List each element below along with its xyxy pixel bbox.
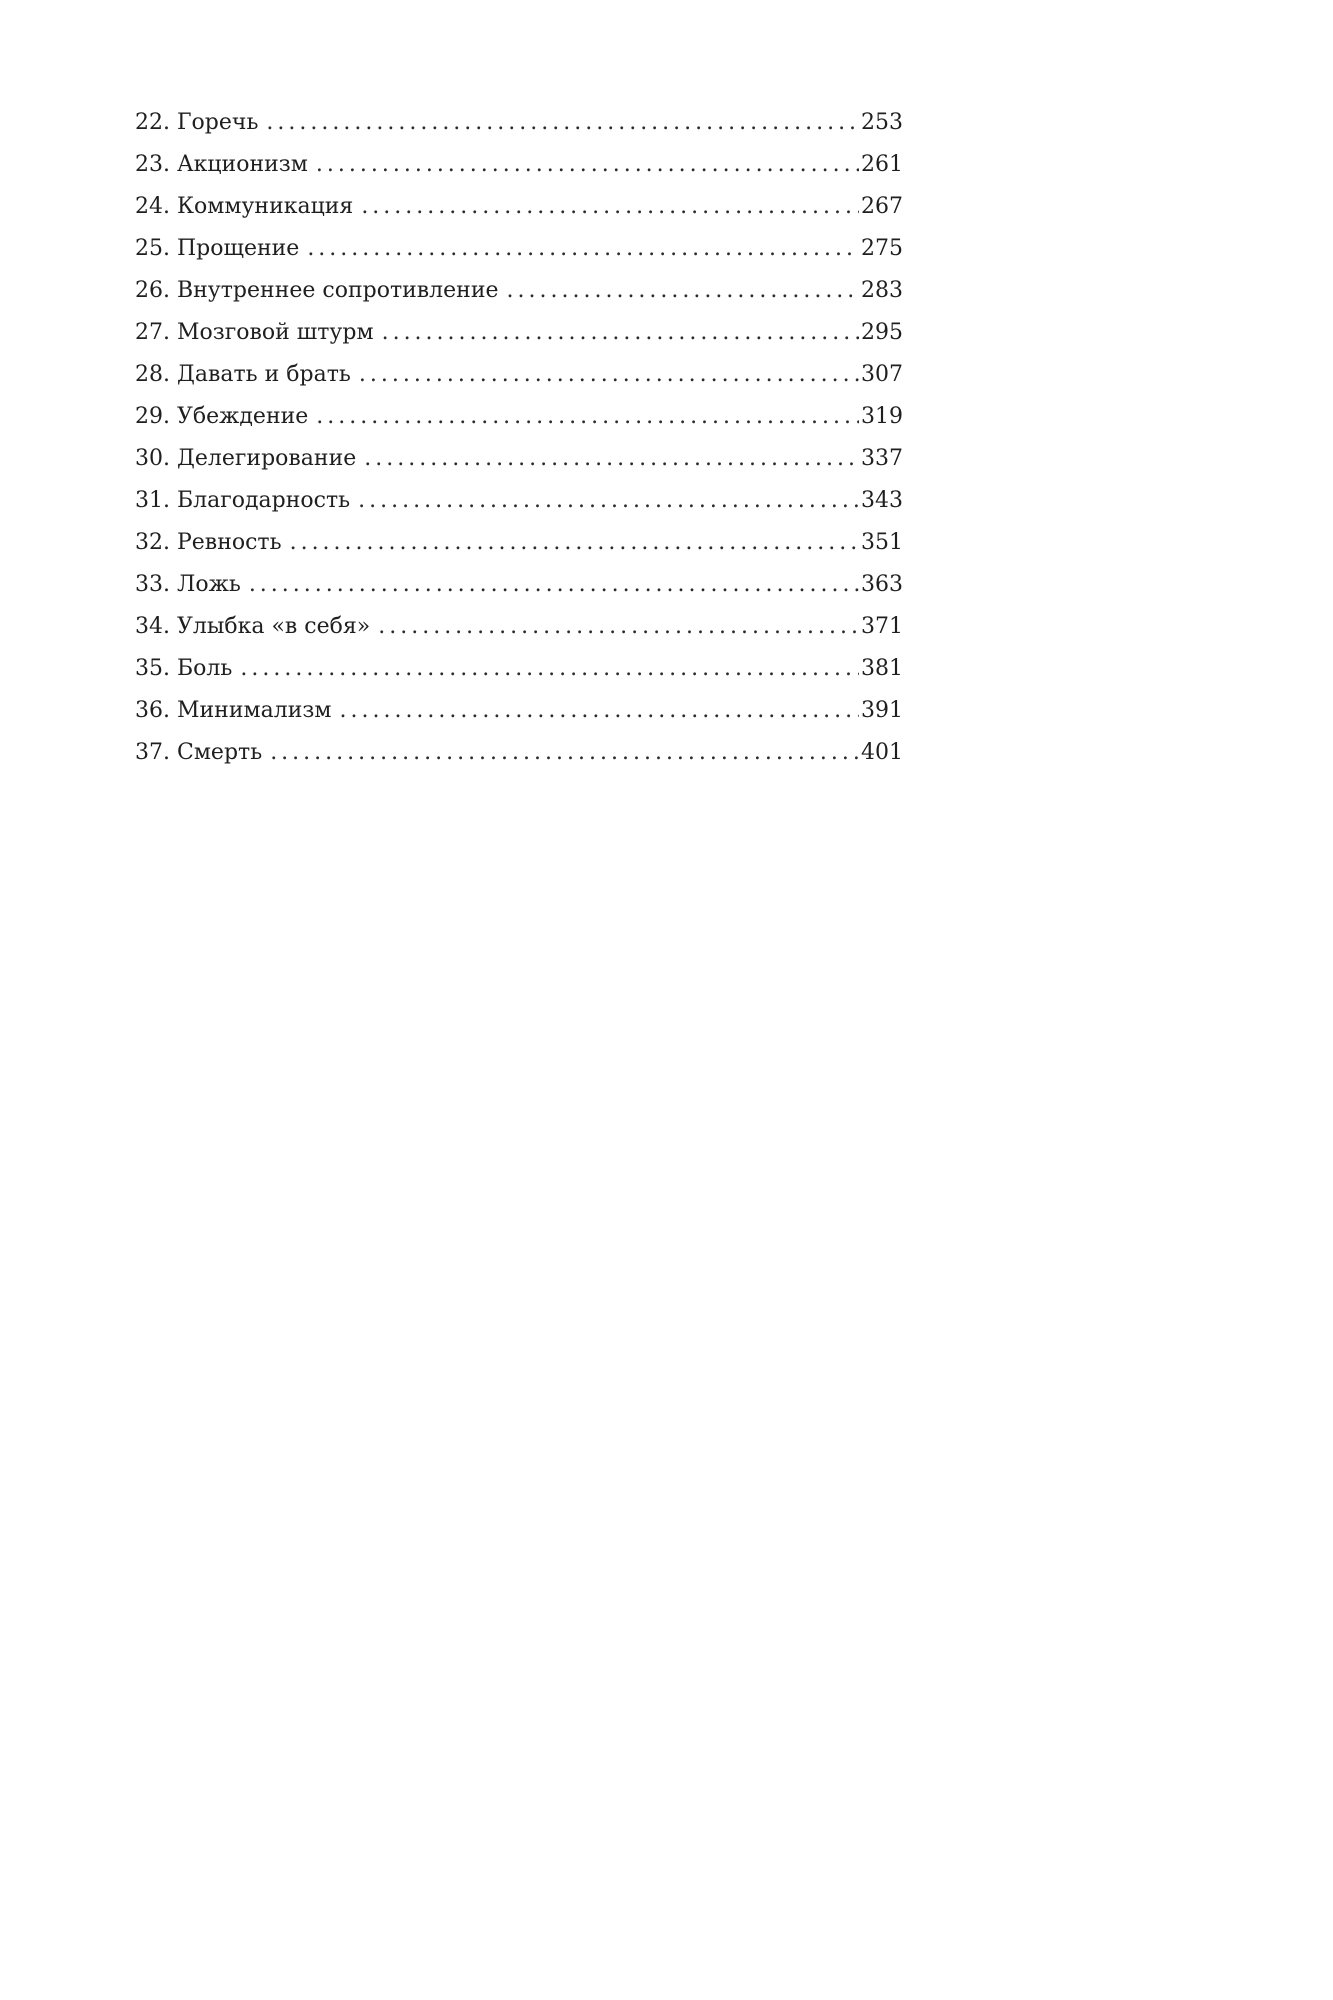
toc-dot-leader — [266, 110, 859, 135]
toc-entry-page: 295 — [861, 320, 903, 345]
toc-entry-page: 337 — [861, 446, 903, 471]
toc-entry — [135, 572, 903, 614]
toc-dot-leader — [290, 530, 859, 555]
toc-dot-leader — [364, 446, 859, 471]
toc-dot-leader — [378, 614, 859, 639]
toc-entry-page: 261 — [861, 152, 903, 177]
toc-entry-page: 343 — [861, 488, 903, 513]
toc-entry — [135, 614, 903, 656]
toc-entry-page: 391 — [861, 698, 903, 723]
toc-entry-page: 401 — [861, 740, 903, 765]
toc-entry — [135, 110, 903, 152]
table-of-contents — [135, 110, 903, 782]
toc-entry — [135, 488, 903, 530]
toc-dot-leader — [507, 278, 859, 303]
toc-entry — [135, 530, 903, 572]
toc-dot-leader — [361, 194, 859, 219]
toc-entry-title: 30. Делегирование — [135, 446, 357, 471]
toc-dot-leader — [240, 656, 859, 681]
toc-entry-page: 267 — [861, 194, 903, 219]
toc-entry-page: 283 — [861, 278, 903, 303]
toc-entry-page: 363 — [861, 572, 903, 597]
toc-entry — [135, 698, 903, 740]
toc-entry-page: 307 — [861, 362, 903, 387]
toc-dot-leader — [270, 740, 859, 765]
toc-entry-page: 381 — [861, 656, 903, 681]
toc-entry — [135, 278, 903, 320]
toc-entry-title: 34. Улыбка «в себя» — [135, 614, 371, 639]
toc-entry-title: 24. Коммуникация — [135, 194, 354, 219]
toc-entry — [135, 404, 903, 446]
toc-dot-leader — [339, 698, 859, 723]
toc-entry-title: 25. Прощение — [135, 236, 300, 261]
toc-dot-leader — [359, 362, 859, 387]
toc-entry-title: 26. Внутреннее сопротивление — [135, 278, 499, 303]
toc-entry-title: 27. Мозговой штурм — [135, 320, 374, 345]
toc-entry-title: 29. Убеждение — [135, 404, 309, 429]
toc-entry — [135, 194, 903, 236]
toc-dot-leader — [358, 488, 859, 513]
toc-entry-page: 319 — [861, 404, 903, 429]
toc-dot-leader — [307, 236, 859, 261]
toc-entry-title: 35. Боль — [135, 656, 233, 681]
toc-entry — [135, 446, 903, 488]
toc-entry-page: 371 — [861, 614, 903, 639]
toc-entry-title: 36. Минимализм — [135, 698, 332, 723]
toc-entry-page: 351 — [861, 530, 903, 555]
toc-entry — [135, 362, 903, 404]
toc-entry — [135, 320, 903, 362]
toc-entry-title: 31. Благодарность — [135, 488, 351, 513]
toc-entry-title: 23. Акционизм — [135, 152, 308, 177]
toc-dot-leader — [382, 320, 859, 345]
toc-dot-leader — [316, 152, 859, 177]
toc-entry — [135, 740, 903, 782]
toc-entry — [135, 152, 903, 194]
toc-entry — [135, 236, 903, 278]
toc-entry-page: 253 — [861, 110, 903, 135]
toc-entry — [135, 656, 903, 698]
toc-dot-leader — [316, 404, 859, 429]
toc-entry-title: 28. Давать и брать — [135, 362, 351, 387]
toc-entry-title: 32. Ревность — [135, 530, 282, 555]
toc-dot-leader — [249, 572, 859, 597]
toc-entry-title: 33. Ложь — [135, 572, 241, 597]
toc-entry-title: 22. Горечь — [135, 110, 259, 135]
toc-entry-title: 37. Смерть — [135, 740, 263, 765]
toc-entry-page: 275 — [861, 236, 903, 261]
